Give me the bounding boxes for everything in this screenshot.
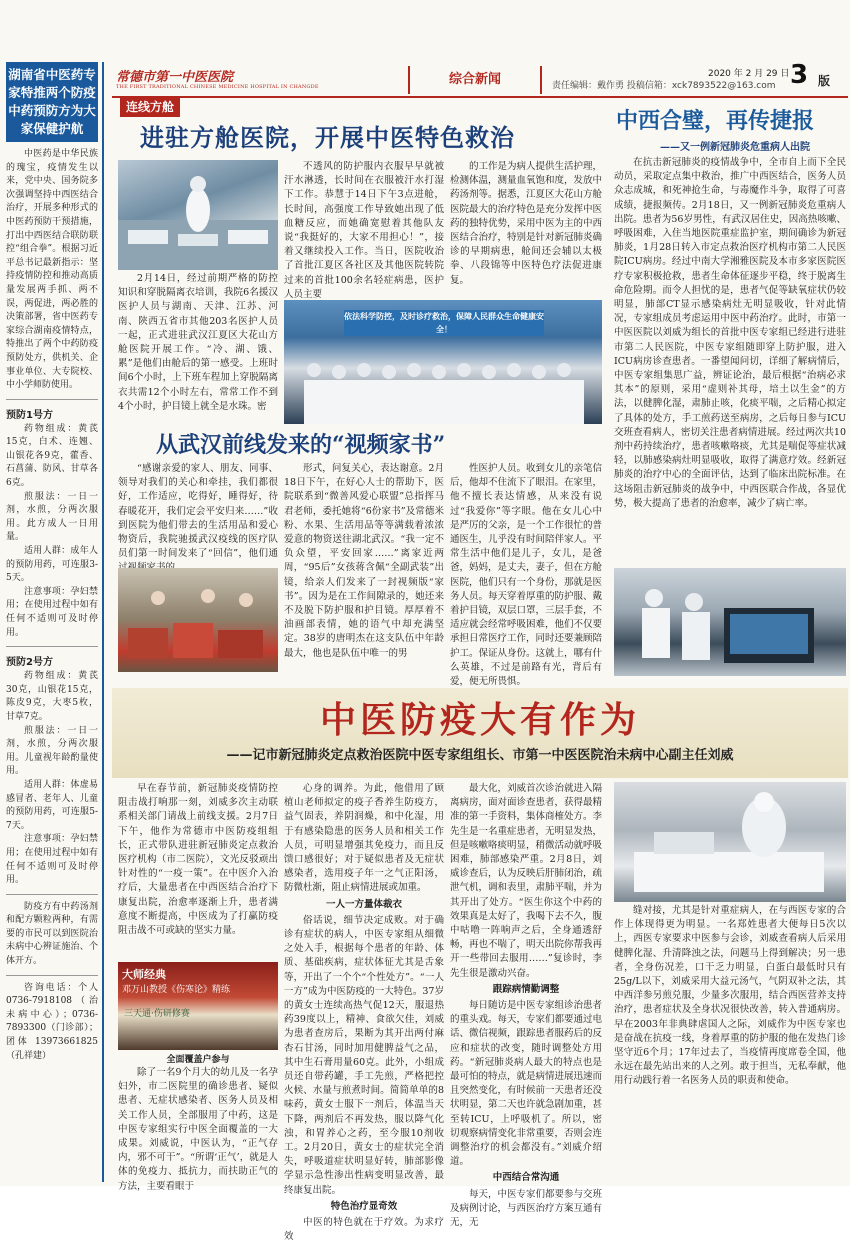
editor-info: 责任编辑：戴作勇 投稿信箱：xck7893522@163.com bbox=[552, 81, 776, 91]
article1-text-3: 的工作是为病人提供生活护理，检测体温，测量血氧饱和度，发放中药汤剂等。据悉，江夏区大花山方舱医院最大的治疗特色是充分发挥中医药的独特优势，采用中医为主的中西医结合治疗，特别是针对新冠肺炎确诊的早期病患，舱间还会辅以太极拳、八段锦等中医特色疗法促进康复。 bbox=[450, 161, 603, 286]
supplies-illustration bbox=[118, 568, 278, 672]
article1-text-2: 不透风的防护服内衣服早早就被汗水淋透，长时间在衣服被汗水打湿下工作。恭慧于14日下午3点进舱，长时间，高强度工作导致她出现了低血糖反应，而她确宽慰着其他队友说“我挺好的，大家不用担心！”，接着又继续投入工作。当日，医院收治了首批江夏区各社区及其他医院转院过来的首批100余名轻症病患，医护人员主要 bbox=[284, 161, 444, 300]
article3-text: 在抗击新冠肺炎的疫情战争中，全市自上而下全民动员，采取定点集中救治，推广中西医结合，医务人员众志成城，和死神抢生命，与毒魔作斗争，取得了可喜成绩，捷报频传。2月18日，又一例新冠肺炎危重病人出院。患者为56岁男性，有武汉居住史，因高热咳嗽、呼吸困难，入住当地医院重症监护室，期间确诊为新冠肺炎，1月28日转入市定点救治医疗机构市第二人民医院ICU病房。经过中南大学湘雅医院及本市多家医院医疗专家积极抢救，患者生命体征逐步平稳，终于脱离生命危险期。而令人担忧的是，患者气促等缺氧症状仍较明显，肺部CT显示感染病灶无明显吸收，针对此情况，专家组成员考虑运用中医中药治疗。此时，市第一中医医院以刘威为组长的首批中医专家组已经进行进驻市第二人民医院，中医专家组随即穿上防护服，进入ICU病房诊查患者。一番望闻问切，详细了解病情后，中医专家组集思广益，辨证论治，最后根据“治病必求其本”的原则，采用“虚则补其母，培土以生金”的方法，以健脾化湿，肃肺止咳，化痰平喘，之后精心拟定了具体的处方，手工煎药送至病房，之后每日参与ICU交班查看病人，密切关注患者病情进展。经过两次共10剂中药持续治疗，患者咳嗽咯痰，尤其是喘促等症状减轻，以肺感染病灶明显吸收，取得了满意疗效。经新冠肺炎的治疗中心的全面评估，达到了临床出院标准。在这场阻击新冠肺炎的战争中，中西医联合作战，各显优势，极大提高了患者的治愈率，减少了病亡率。 bbox=[614, 157, 846, 509]
rx1-note: 注意事项：孕妇禁用；在使用过程中如有任何不适则可及时停用。 bbox=[6, 586, 98, 638]
article4-column-1b bbox=[118, 1066, 278, 1192]
article4-text-3c: 每天，中医专家们都要参与交班及病例讨论，与西医治疗方案互通有无，无 bbox=[450, 1188, 603, 1229]
divider bbox=[6, 399, 98, 400]
page-header bbox=[112, 62, 848, 98]
rx2-for: 适用人群：体虚易感冒者、老年人、儿童的预防用药，可连服5-7天。 bbox=[6, 779, 98, 831]
article2-text-1: “感谢亲爱的家人、朋友、同事、领导对我们的关心和牵挂，我们都很好，工作适应，吃得好，睡得好，待春暖花开，我们定会平安归来……”收到医院为他们带去的生活用品和爱心物资后，我院驰援武汉疫线的医疗队员们第一时间发来了“回信”，他们通 bbox=[118, 463, 278, 560]
lecture-poster-subtitle: 邓万山教授《伤寒论》精练 bbox=[122, 985, 231, 995]
subheading-special-treatment: 特色治疗显奇效 bbox=[330, 1200, 398, 1212]
rx2-usage: 煎服法：一日一剂，水煎，分两次服用。儿童视年龄酌量使用。 bbox=[6, 725, 98, 777]
article4-text-1b: 除了一名9个月大的幼儿及一名孕妇外，市二医院里的确诊患者、疑似患者、无症状感染者、医务人员及相关工作人员，全部服用了中药，这是中医专家组实行中医全面覆盖的一大成果。刘威说，中医认为，“正气存内，邪不可干”。“所谓‘正气’，就是人体的免疫力、抵抗力，而扶助正气的方法，主要看眼于 bbox=[118, 1067, 278, 1192]
sidebar-intro: 中医药是中华民族的瑰宝，疫情发生以来，党中央、国务院多次强调坚持中西医结合治疗，开展多种形式的中医药预防干预措施，打出中西医结合联防联控“组合拳”。根据习近平总书记最新指示：坚持疫情防控和推动高质量发展两手抓、两不误，两促进，两必胜的决策部署，省中医药专家综合湖南疫情特点，特推出了两个中药防疫预防处方，供机关、企事业单位、大专院校、中小学师防使用。 bbox=[6, 149, 98, 391]
page-suffix: 版 bbox=[818, 74, 831, 88]
article4-column-4 bbox=[614, 904, 846, 1182]
ward-photo bbox=[614, 782, 846, 902]
article4-text-3b: 每日随访是中医专家组诊治患者的重头戏。每天，专家们都要通过电话、微信视频，跟踪患者服药后的反应和症状的改变，随时调整处方用药。“新冠肺炎病人最大的特点也是最可怕的特点，就是病情进展迅速而且突然变化，有时候前一天患者还没状明显，第二天也许就急剧加重，甚至转ICU，上呼吸机了。所以，密切观察病情变化非常重要，否则会连调整治疗的机会都没有。”刘威介绍道。 bbox=[450, 1000, 603, 1168]
lecture-photo bbox=[118, 962, 278, 1050]
subheading-individual-prescription: 一人一方量体裁衣 bbox=[325, 898, 402, 910]
rx2-note: 注意事项：孕妇禁用；在使用过程中如有任何不适则可及时停用。 bbox=[6, 834, 98, 886]
article1-column-3 bbox=[450, 160, 602, 300]
article2-column-1 bbox=[118, 462, 278, 566]
issue-date: 2020 年 2 月 29 日 bbox=[708, 69, 790, 79]
ward-illustration bbox=[614, 782, 846, 902]
team-group-photo bbox=[284, 300, 602, 424]
lecture-poster-title: 大师经典 bbox=[122, 968, 166, 981]
rx1-title: 预防1号方 bbox=[6, 409, 53, 421]
article4-headline: 中医防疫大有作为 bbox=[319, 699, 640, 741]
article4-text-4: 缝对接，尤其是针对重症病人，在与西医专家的合作上体现得更为明显。一名郑姓患者大便每日5次以上，西医专家要求中医参与会诊，刘威查看病人后采用健脾化湿、升清降浊之法，问题马上得到解决；另一患者，全身伤况差，口干乏力明显，白蛋白最低时只有25g/L以下，刘威采用大益元汤气，气阴双补之法，其中西洋参另煎兑服，少量多次服用，结合西医营养支持治疗，患者症状及全身状况很快改善，转入普通病房。早在2003年非典肆虐国人之际，刘威作为中医专家也是奋战在抗疫一线，身着厚重的防护服的他在发热门诊坚守近6个月；17年过去了，当疫情再度席卷全国，他永远在最先站出来的人之列。敢于担当，无私奉献，他用行动践行着一名医务人员的职责和使命。 bbox=[614, 905, 846, 1087]
photo-caption: 全面覆盖户参与 bbox=[166, 1055, 230, 1065]
article1-headline: 进驻方舱医院，开展中医特色救治 bbox=[140, 123, 515, 152]
article2-text-2: 形式，问复关心，表达谢意。2月18日下午，在好心人士的帮助下，医院联系到“微善风爱心联盟”总指挥马君老师，委托她将“6份家书”及常德米粉、水果、生活用品等等满载着浓浓爱意的物资送往湖北武汉。“我一定不负众望，平安回家……”离家近两周，“95后”女孩蒋含佩“全副武装”出镜，给亲人们发来了一封视频版“家书”。因为是在工作间隙录的，她还来不及脱下防护服和护目镜。厚厚着不油画部表情，她的语气中却充满坚定。38岁的唐明杰在这支队伍中年龄最大，他也是队伍中唯一的男 bbox=[284, 463, 444, 659]
article3-body bbox=[614, 156, 846, 564]
article2-column-3 bbox=[450, 462, 603, 688]
article4-column-3 bbox=[450, 782, 603, 1229]
subheading-integration: 中西结合常沟通 bbox=[492, 1172, 560, 1184]
article1-text-1: 2月14日，经过前期严格的防控知识和穿脱隔离衣培训，我院6名援汉医护人员与湖南、天津、江苏、河南、陕西五省市其他203名医护人员一起，正式进驻武汉江夏区大花山方舱医院开展工作。“冷、湖、饿、累”是他们由舱后的第一感受。上班时间6个小时，上下班车程加上穿脱隔离衣共需12个小时左右，常常工作不到4个小时，护目镜上就全是水珠。密 bbox=[118, 273, 278, 412]
shelter-hospital-illustration bbox=[118, 160, 278, 270]
sidebar-title: 湖南省中医药专家特推两个防疫中药预防方为大家保健护航 bbox=[6, 62, 98, 142]
sidebar-closing: 防疫方有中药汤剂和配方颗粒两种，有需要的市民可以到医院治未病中心辨证施治、个体开方。 bbox=[6, 901, 98, 967]
rx1-for: 适用人群：成年人的预防用药，可连服3-5天。 bbox=[6, 546, 98, 584]
rx1-items: 药物组成：黄芪15克，白术、连翘、山银花各9克，藿香、石菖蒲、防风、甘草各6克。 bbox=[6, 423, 98, 489]
article4-text-1: 早在春节前，新冠肺炎疫情防控阻击战打响那一刻，刘威多次主动联系相关部门请战上前线支援。2月7日下午，他作为常德市中医防疫组组长，正式带队进驻新冠肺炎定点救治医疗机构（市二医院），文光反驳顽出针对性的“一疫一策”。在中医介入治疗后，大量患者在中西医结合治疗下康复出院，治愈率逐渐上升，患者满意度不断提高，中医成为了打赢防疫阻击战不可或缺的坚实力量。 bbox=[118, 783, 278, 937]
article4-subhead: ——记市新冠肺炎定点救治医院中医专家组组长、市第一中医医院治未病中心副主任刘威 bbox=[226, 748, 734, 763]
article4-column-1 bbox=[118, 782, 278, 960]
consultation-photo bbox=[614, 568, 846, 676]
article3-subhead: ——又一例新冠肺炎危重病人出院 bbox=[660, 142, 810, 153]
team-photo-banner: 依法科学防控，及时诊疗救治，保障人民群众生命健康安全！ bbox=[344, 312, 544, 334]
article2-text-3: 性医护人员。收到女儿的亲笔信后，他却不住流下了眼泪。在家里，他不擅长表达情感，从来没有说过“我爱你”等字眼。他在女儿心中是严厉的父亲，是一个工作很忙的普通医生，儿乎没有时间陪伴家人。平常生活中他们是儿子，女儿，是爸爸，妈妈，是丈夫，妻子，但在方舱医院，他们只有一个身份，那就是医务人员。每天穿着厚重的防护服、戴着护目镜，双层口罩，三层手套，不适应就会经常呼吸困难，他们不仅要承担日常医疗工作，同时还要兼顾陪护工。保证从身份。这就上，哪有什么英雄，不过是前路有光，背后有爱，便无所畏惧。 bbox=[450, 463, 603, 688]
divider bbox=[6, 975, 98, 976]
article4-text-2: 心身的调养。为此，他借用了顾植山老师拟定的疫子香养生防疫方，益气固表，养阴润燥，和中化湿，用于有感染隐患的医务人员和相关工作人员，可明显增强其免疫力，而且反馈口感很好；对于疑似患者及无症状感染者，选用疫子年一之气正阳汤，防微杜渐，阻止病情进展或加重。 bbox=[284, 783, 444, 894]
article4-text-2c: 中医的特色就在于疗效。为求疗效 bbox=[284, 1217, 444, 1243]
article4-column-2 bbox=[284, 782, 444, 1243]
rx2-title: 预防2号方 bbox=[6, 657, 53, 669]
divider bbox=[6, 894, 98, 895]
rx2-items: 药物组成：黄芪30克，山银花15克，陈皮9克，大枣5枚，甘草7克。 bbox=[6, 671, 98, 722]
article1-column-2 bbox=[284, 160, 444, 312]
article3-headline: 中西合璧，再传捷报 bbox=[616, 108, 815, 134]
article4-text-3: 最大化，刘威首次诊治就进入隔离病房，面对面诊查患者，获得最精准的第一手资料，集体商榷处方。李先生是一名重症患者，无明显发热，但是咳嗽咯痰明显，稍微活动就呼吸困难，肺部感染严重。2月8日，刘威诊查后，认为反映后肝肺闭治，疏泄气机，调和表里，肃肺平喘，并为其开出了处方。“医生你这个中药的效果真是太好了，我喝下去不久，腹中咕噜一阵响声之后，全身通透舒畅，再也不喘了，明天出院你帮我再开一些带回去服用……”复诊时，李先生很是激动兴奋。 bbox=[450, 783, 603, 979]
shelter-hospital-photo bbox=[118, 160, 278, 270]
feature-banner bbox=[112, 688, 848, 778]
supplies-photo bbox=[118, 568, 278, 672]
divider bbox=[6, 646, 98, 647]
section-title: 综合新闻 bbox=[408, 66, 542, 94]
hospital-logo-english: THE FIRST TRADITIONAL CHINESE MEDICINE HOSPITAL IN CHANGDE bbox=[116, 84, 319, 90]
article1-column-1 bbox=[118, 272, 278, 422]
subheading-follow-up: 跟踪病情勤调整 bbox=[492, 983, 560, 995]
consultation-illustration bbox=[614, 568, 846, 676]
sidebar-contact: 咨询电话：个人0736-7918108（治未病中心）；0736-7893300（门诊部）；团体 13973661825（孔祥建） bbox=[6, 982, 98, 1061]
article4-text-2b: 俗话说，细节决定成败。对于确诊有症状的病人，中医专家组从细微之处入手，根据每个患者的年龄、体质、基础疾病，症状体征尤其是舌象等，开出了一个个“个性处方”。“一人一方”成为中医防疫的一大特色。37岁的黄女士连续高热气促12天，服退热药39度以上，精神、食欲欠佳，刘威为患者查房后，果断为其开出两付麻杏石甘汤，同时加用健脾益气之品，其中生石膏用量60克。此外，小组成员还自带药罐，手工先煎，严格把控火候、水量与煎煮时间。简简单单的8味药，黄女士服下一剂后，体温当天下降，两剂后不再发热，服以降气化浊，和胃养心之药，至今服10剂收工。2月20日，黄女士的症状完全消失，呼吸道症状明显好转，肺部影像学显示急性渗出性病变明显改善，最终康复出院。 bbox=[284, 914, 444, 1196]
team-group-illustration bbox=[284, 300, 602, 424]
sidebar bbox=[6, 62, 104, 1182]
hospital-logo: 常德市第一中医医院 bbox=[116, 70, 234, 85]
article2-column-2 bbox=[284, 462, 444, 674]
page-number: 3 bbox=[790, 60, 809, 90]
article2-headline: 从武汉前线发来的“视频家书” bbox=[156, 432, 446, 458]
lecture-poster-caption: 三天通·伤研修赛 bbox=[124, 1009, 190, 1019]
rx1-usage: 煎服法：一日一剂，水煎，分两次服用。此方成人一日用量。 bbox=[6, 491, 98, 543]
column-tag: 连线方舱 bbox=[120, 96, 180, 117]
